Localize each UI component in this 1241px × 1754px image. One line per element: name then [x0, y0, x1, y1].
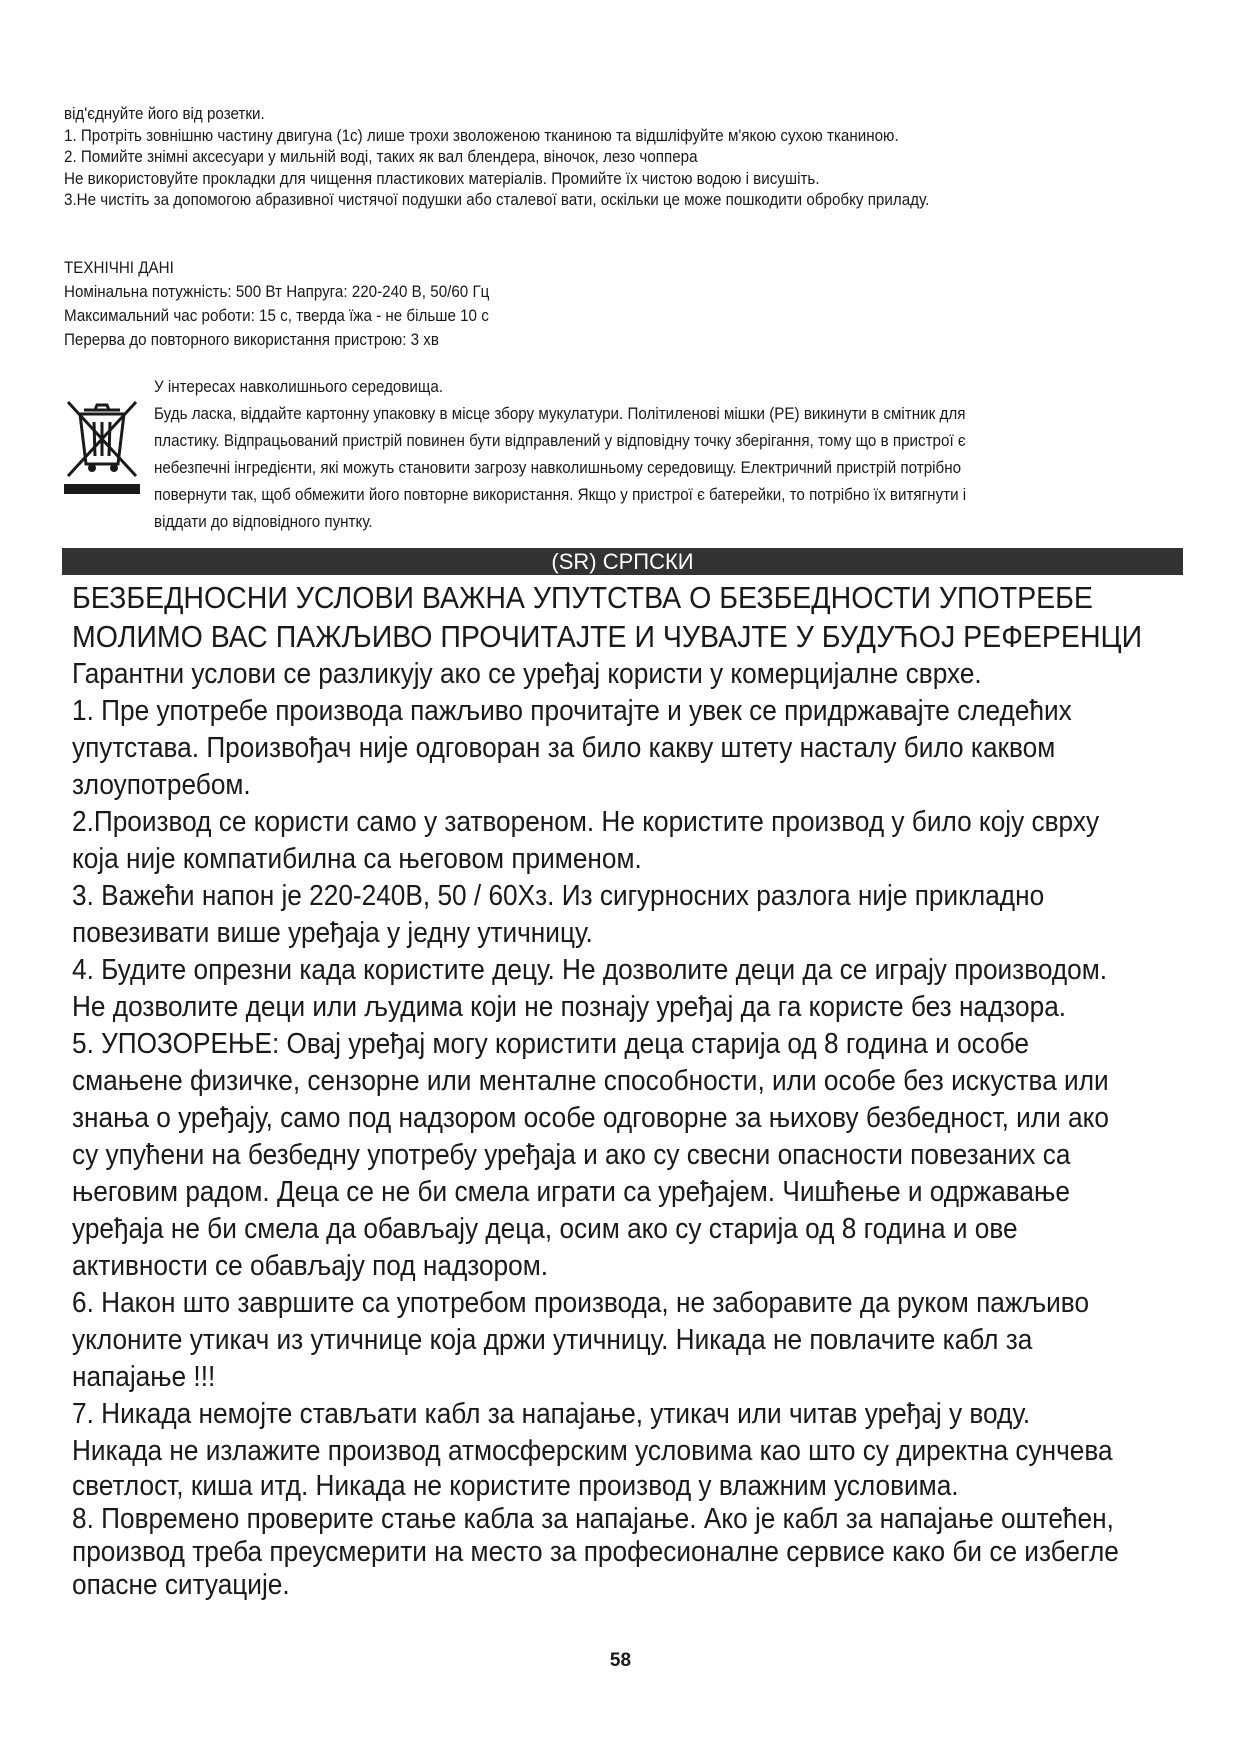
text-line: напајање !!! [72, 1361, 216, 1393]
text-line: која није компатибилна са његовом применом. [72, 843, 642, 875]
text-line: 2.Производ се користи само у затвореном. Не користите производ у било коју сврху [72, 806, 1100, 838]
text-line: 1. Пре употребе производа пажљиво прочитајте и увек се придржавајте следећих [72, 695, 1072, 727]
text-line: уређаја не би смела да обављају деца, осим ако су старија од 8 година и ове [72, 1213, 1018, 1245]
technical-data [64, 256, 1104, 352]
text-line: 4. Будите опрезни када користите децу. Не дозволите деци да се играју производом. [72, 954, 1108, 986]
text-line: активности се обављају под надзором. [72, 1250, 549, 1282]
ukrainian-cleaning-instructions [64, 104, 1104, 212]
text-line: знања о уређају, само под надзором особе одговорне за њихову безбедност, или ако [72, 1102, 1109, 1134]
text-line: 5. УПОЗОРЕЊЕ: Овај уређај могу користити деца старија од 8 година и особе [72, 1028, 1029, 1060]
text-line: опасне ситуације. [72, 1569, 290, 1601]
serbian-safety-instructions [72, 656, 1176, 1602]
title-line: БЕЗБЕДНОСНИ УСЛОВИ ВАЖНА УПУТСТВА О БЕЗБЕДНОСТИ УПОТРЕБЕ [72, 580, 1093, 615]
text-line: 7. Никада немојте стављати кабл за напајање, утикач или читав уређај у воду. [72, 1398, 1031, 1430]
text-line: Не дозволите деци или људима који не познају уређај да га користе без надзора. [72, 991, 1067, 1023]
text-line: пластику. Відпрацьований пристрій повинен бути відправлений у відповідну точку зберігання, тому що в пристрої є [154, 432, 966, 450]
text-line: Перерва до повторного використання пристрою: 3 хв [64, 331, 439, 349]
text-line: Максимальний час роботи: 15 с, тверда їжа - не більше 10 с [64, 307, 489, 325]
serbian-safety-title [72, 578, 1176, 656]
text-line: упутстава. Произвођач није одговоран за било какву штету насталу било каквом [72, 732, 1056, 764]
text-line: Будь ласка, віддайте картонну упаковку в місце збору мукулатури. Політиленові мішки (PE) викинути в смітник для [154, 405, 966, 423]
title-line: МОЛИМО ВАС ПАЖЉИВО ПРОЧИТАЈТЕ И ЧУВАЈТЕ У БУДУЋОЈ РЕФЕРЕНЦИ [72, 619, 1143, 654]
text-line: 2. Помийте знімні аксесуари у мильній воді, таких як вал блендера, віночок, лезо чоппера [64, 148, 698, 166]
text-line: віддати до відповідного пунтку. [154, 513, 373, 531]
text-line: 8. Повремено проверите стање кабла за напајање. Ако је кабл за напајање оштећен, [72, 1503, 1114, 1535]
text-line: У інтересах навколишнього середовища. [154, 378, 444, 396]
page-number: 58 [609, 1650, 632, 1671]
text-line: злоупотребом. [72, 769, 251, 801]
text-line: повернути так, щоб обмежити його повторне використання. Якщо у пристрої є батерейки, то потрібно їх витягнути і [154, 486, 967, 504]
text-line: небезпечні інгредієнти, які можуть становити загрозу навколишньому середовищу. Електричний пристрій потрібно [154, 459, 962, 477]
environment-notice [154, 374, 1175, 536]
text-line: повезивати више уређаја у једну утичницу. [72, 917, 593, 949]
text-line: Номінальна потужність: 500 Вт Напруга: 220-240 В, 50/60 Гц [64, 283, 490, 301]
text-line: від'єднуйте його від розетки. [64, 105, 265, 123]
text-line: смањене физичке, сензорне или менталне способности, или особе без искуства или [72, 1065, 1109, 1097]
text-line: Не використовуйте прокладки для чищення пластикових матеріалів. Промийте їх чистою водою і висушіть. [64, 169, 820, 188]
text-line: су упућени на безбедну употребу уређаја и ако су свесни опасности повезаних са [72, 1139, 1071, 1171]
text-line: светлост, киша итд. Никада не користите производ у влажним условима. [72, 1470, 959, 1502]
language-section-bar: (SR) СРПСКИ [62, 548, 1183, 575]
text-line: 6. Након што завршите са употребом производа, не заборавите да руком пажљиво [72, 1287, 1090, 1319]
text-line: 3.Не чистіть за допомогою абразивної чистячої подушки або сталевої вати, оскільки це може пошкодити обробку приладу. [64, 191, 930, 209]
text-line: Никада не излажите производ атмосферским условима као што су директна сунчева [72, 1435, 1113, 1467]
text-line: уклоните утикач из утичнице која држи утичницу. Никада не повлачите кабл за [72, 1324, 1033, 1356]
text-line: производ треба преусмерити на место за професионалне сервисе како би се избегле [72, 1536, 1119, 1568]
technical-data-heading: ТЕХНІЧНІ ДАНІ [64, 259, 174, 277]
text-line: Гарантни услови се разликују ако се уређај користи у комерцијалне сврхе. [72, 658, 982, 690]
text-line: његовим радом. Деца се не би смела играти са уређајем. Чишћење и одржавање [72, 1176, 1070, 1208]
text-line: 3. Важећи напон је 220-240В, 50 / 60Хз. Из сигурносних разлога није прикладно [72, 880, 1045, 912]
weee-crossed-bin-icon [62, 398, 142, 496]
text-line: 1. Протріть зовнішню частину двигуна (1с) лише трохи зволоженою тканиною та відшліфуйте м'якою сухою тканиною. [64, 126, 899, 145]
